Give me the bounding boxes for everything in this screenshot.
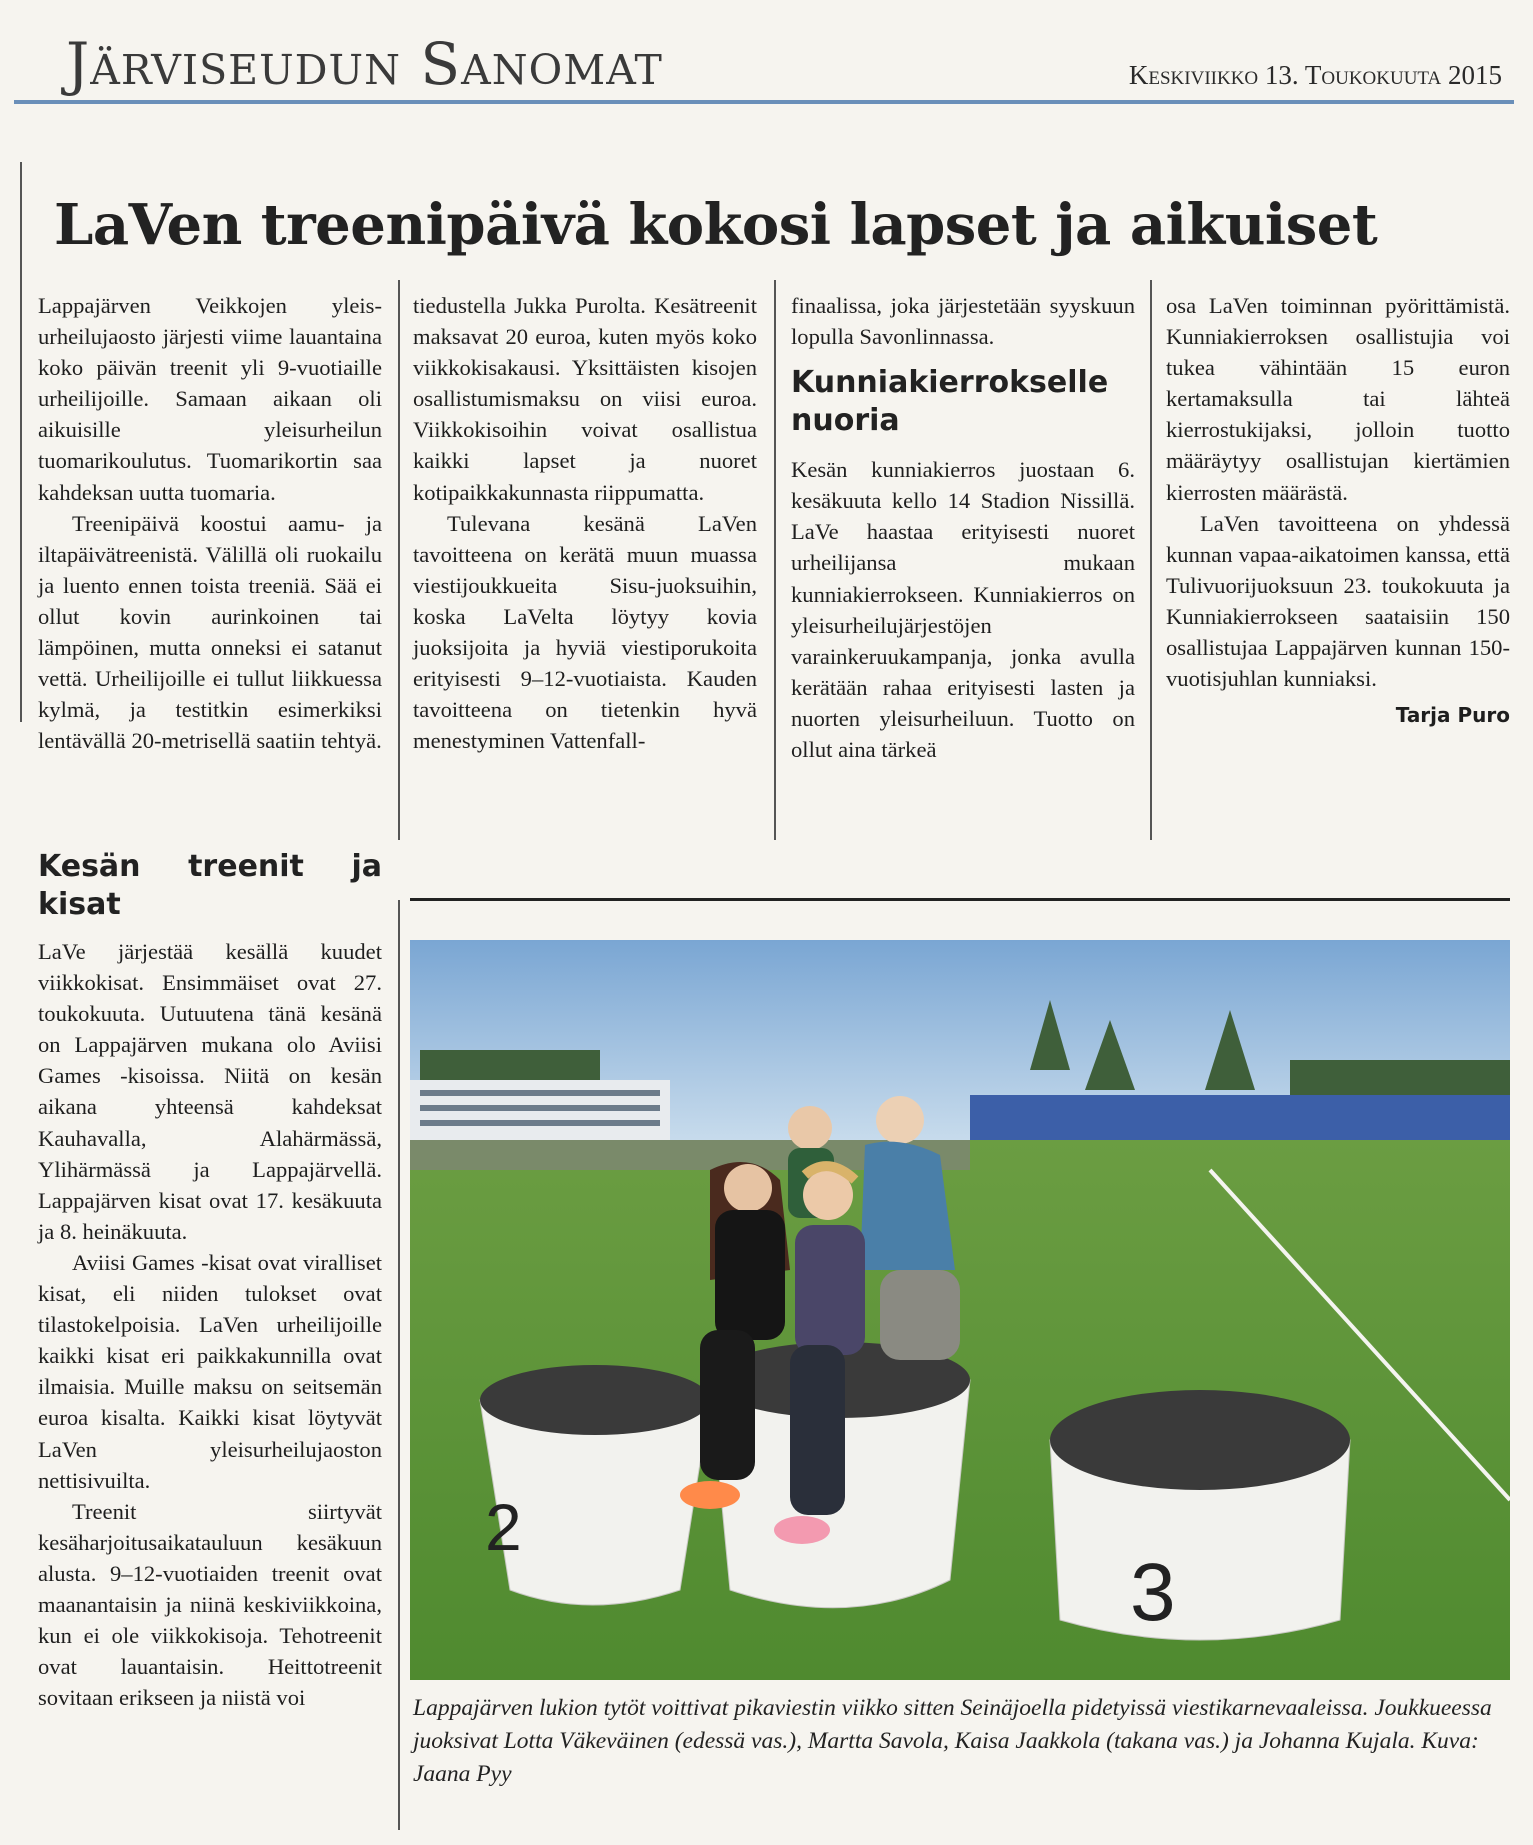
- sidebar-column: [38, 848, 382, 1713]
- article-headline: LaVen treenipäivä kokosi lapset ja aikuiset: [54, 192, 1378, 258]
- column-rule: [398, 900, 400, 1830]
- paragraph: Tulevana kesänä LaVen tavoitteena on kerätä muun muassa viestijoukkueita Sisu-juoksuihin, koska LaVelta löytyy kovia juoksijoita ja hyviä viestiporukoita erityisesti 9–12-vuotiaista. Kauden tavoitteena on tietenkin hyvä menestyminen Vattenfall-: [413, 510, 757, 754]
- podium-second: [480, 1365, 710, 1605]
- byline: Tarja Puro: [1395, 703, 1510, 728]
- subheading-kesan-treenit: Kesän treenit ja kisat: [38, 849, 382, 922]
- photo-top-rule: [410, 898, 1510, 901]
- podium-third: [1050, 1390, 1350, 1640]
- column-rule: [774, 280, 776, 840]
- paragraph: finaalissa, joka järjestetään syyskuun lopulla Savonlinnassa.: [791, 293, 1135, 350]
- masthead: [14, 22, 1514, 112]
- paragraph: Kesän kunniakierros juostaan 6. kesäkuuta kello 14 Stadion Nissillä. LaVe haastaa erityisesti nuoret urheilijansa mukaan kunniakierrokseen. Kunniakierros on yleisurheilujärjestöjen varainkeruukampanja, jonka avulla kerätään rahaa erityisesti lasten ja nuorten yleisurheiluun. Tuotto on ollut aina tärkeä: [791, 457, 1135, 763]
- paragraph: LaVe järjestää kesällä kuudet viikkokisat. Ensimmäiset ovat 27. toukokuuta. Uutuutena tänä kesänä on Lappajärven mukana olo Aviisi Games -kisoissa. Niitä on kesän aikana yhteensä kahdeksat Kauhavalla, Alahärmässä, Ylihärmässä ja Lappajärvellä. Lappajärven kisat ovat 17. kesäkuuta ja 8. heinäkuuta.: [38, 939, 382, 1244]
- article-column-3: [791, 290, 1135, 765]
- newspaper-title: Järviseudun Sanomat: [66, 30, 663, 98]
- column-rule: [1150, 280, 1152, 840]
- paragraph: Lappajärven Veikkojen yleis-urheilujaosto järjesti viime lauantaina koko päivän treenit yli 9-vuotiaille urheilijoille. Samaan aikaan oli aikuisille yleisurheilun tuomarikoulutus. Tuomarikortin saa kahdeksan uutta tuomaria.: [38, 293, 382, 505]
- paragraph: tiedustella Jukka Purolta. Kesätreenit maksavat 20 euroa, kuten myös koko viikkokisakausi. Yksittäisten kisojen osallistumismaksu on viisi euroa. Viikkokisoihin voivat osallistua kaikki lapset ja nuoret kotipaikkakunnasta riippumatta.: [413, 293, 757, 505]
- paragraph: osa LaVen toiminnan pyörittämistä. Kunniakierroksen osallistujia voi tukea vähintään 15 euron kertamaksulla tai lähteä kierrostukijaksi, jolloin tuotto määräytyy osallistujan kiertämien kierrosten määrästä.: [1166, 293, 1510, 505]
- paragraph: Aviisi Games -kisat ovat viralliset kisat, eli niiden tulokset ovat tilastokelpoisia. LaVen urheilijoille kaikki kisat eri paikkakunnilla ovat ilmaisia. Muille maksu on seitsemän euroa kisalta. Kaikki kisat löytyvät LaVen yleisurheilujaoston nettisivuilta.: [38, 1249, 382, 1493]
- column-rule: [398, 280, 400, 840]
- stadium-scene: [410, 940, 1510, 1680]
- grandstand: [970, 1095, 1510, 1145]
- team-photo: [410, 940, 1510, 1680]
- podium-number-3: 3: [1130, 1547, 1176, 1638]
- left-border-rule: [20, 162, 22, 722]
- article-column-1: [38, 290, 382, 756]
- issue-date: Keskiviikko 13. Toukokuuta 2015: [1128, 60, 1502, 90]
- article-column-4: [1166, 290, 1510, 731]
- paragraph: LaVen tavoitteena on yhdessä kunnan vapaa-aikatoimen kanssa, että Tulivuorijuoksuun 23. toukokuuta ja Kunniakierrokseen saataisiin 150 osallistujaa Lappajärven kunnan 150-vuotisjuhlan kunniaksi.: [1166, 510, 1510, 692]
- photo-caption: Lappajärven lukion tytöt voittivat pikaviestin viikko sitten Seinäjoella pidetyissä viestikarnevaaleissa. Joukkueessa juoksivat Lotta Väkeväinen (edessä vas.), Martta Savola, Kaisa Jaakkola (takana vas.) ja Johanna Kujala. Kuva: Jaana Pyy: [413, 1695, 1492, 1787]
- subheading-kunniakierros: Kunniakierrokselle nuoria: [791, 365, 1109, 439]
- paragraph: Treenit siirtyvät kesäharjoitusaikatauluun kesäkuun alusta. 9–12-vuotiaiden treenit ovat maanantaisin ja niinä keskiviikkoina, kun ei ole viikkokisoja. Tehotreenit ovat lauantaisin. Heittotreenit sovitaan erikseen ja niistä voi: [38, 1498, 382, 1711]
- masthead-rule: [14, 100, 1514, 104]
- paragraph: Treenipäivä koostui aamu- ja iltapäivätreenistä. Välillä oli ruokailu ja luento ennen toista treeniä. Sää ei ollut kovin aurinkoinen tai lämpöinen, mutta onneksi ei satanut vettä. Urheilijoille ei tullut liikkuessa kylmä, ja testitkin esimerkiksi lentävällä 20-metrisellä saatiin tehtyä.: [38, 510, 382, 754]
- podium-number-2: 2: [485, 1490, 522, 1564]
- article-column-2: [413, 290, 757, 756]
